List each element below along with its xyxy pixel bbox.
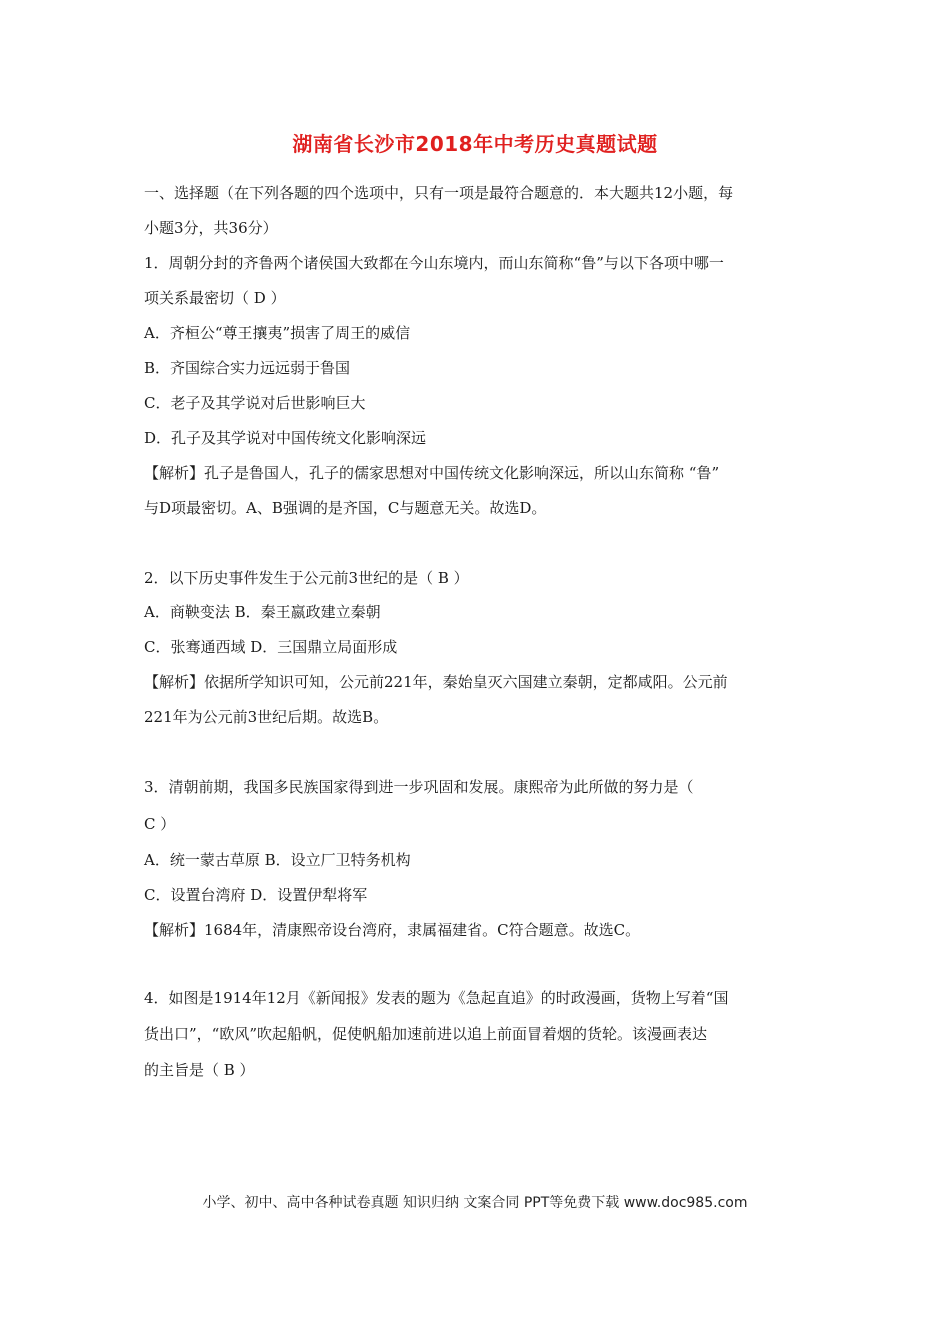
question-1-option-b: B．齐国综合实力远远弱于鲁国 bbox=[144, 359, 351, 377]
question-1-option-d: D．孔子及其学说对中国传统文化影响深远 bbox=[144, 429, 427, 447]
document-title: 湖南省长沙市2018年中考历史真题试题 bbox=[292, 132, 658, 156]
question-2-options-line-2: C．张骞通西域 D．三国鼎立局面形成 bbox=[144, 638, 398, 656]
question-3-options-line-2: C．设置台湾府 D．设置伊犁将军 bbox=[144, 886, 368, 904]
question-4-stem-line-3: 的主旨是（ B ） bbox=[144, 1061, 255, 1079]
question-1-option-a: A．齐桓公“尊王攘夷”损害了周王的威信 bbox=[144, 324, 411, 342]
question-4-stem-line-1: 4．如图是1914年12月《新闻报》发表的题为《急起直追》的时政漫画，货物上写着“国 bbox=[144, 989, 729, 1007]
question-2-stem-line-1: 2．以下历史事件发生于公元前3世纪的是（ B ） bbox=[144, 569, 469, 587]
question-3-stem-line-2: C ） bbox=[144, 815, 176, 833]
question-2-analysis-line-1: 【解析】依据所学知识可知，公元前221年，秦始皇灭六国建立秦朝，定都咸阳。公元前 bbox=[144, 673, 728, 691]
page-footer: 小学、初中、高中各种试卷真题 知识归纳 文案合同 PPT等免费下载 www.doc985.com bbox=[202, 1195, 748, 1211]
question-3-options-line-1: A．统一蒙古草原 B．设立厂卫特务机构 bbox=[144, 851, 411, 869]
question-1-analysis-line-1: 【解析】孔子是鲁国人，孔子的儒家思想对中国传统文化影响深远，所以山东简称 “鲁” bbox=[144, 464, 720, 482]
section-instructions-line-1: 一、选择题（在下列各题的四个选项中，只有一项是最符合题意的．本大题共12小题，每 bbox=[144, 184, 734, 202]
question-1-option-c: C．老子及其学说对后世影响巨大 bbox=[144, 394, 366, 412]
question-4-stem-line-2: 货出口”，“欧风”吹起船帆，促使帆船加速前进以追上前面冒着烟的货轮。该漫画表达 bbox=[144, 1025, 708, 1043]
question-3-stem-line-1: 3．清朝前期，我国多民族国家得到进一步巩固和发展。康熙帝为此所做的努力是（ bbox=[144, 778, 694, 796]
question-3-analysis-line-1: 【解析】1684年，清康熙帝设台湾府，隶属福建省。C符合题意。故选C。 bbox=[144, 921, 641, 939]
question-1-analysis-line-2: 与D项最密切。A、B强调的是齐国，C与题意无关。故选D。 bbox=[144, 499, 547, 517]
section-instructions-line-2: 小题3分，共36分） bbox=[144, 219, 278, 237]
question-1-stem-line-2: 项关系最密切（ D ） bbox=[144, 289, 286, 307]
question-1-stem-line-1: 1．周朝分封的齐鲁两个诸侯国大致都在今山东境内，而山东简称“鲁”与以下各项中哪一 bbox=[144, 254, 724, 272]
question-2-options-line-1: A．商鞅变法 B．秦王嬴政建立秦朝 bbox=[144, 603, 381, 621]
question-2-analysis-line-2: 221年为公元前3世纪后期。故选B。 bbox=[144, 708, 389, 726]
